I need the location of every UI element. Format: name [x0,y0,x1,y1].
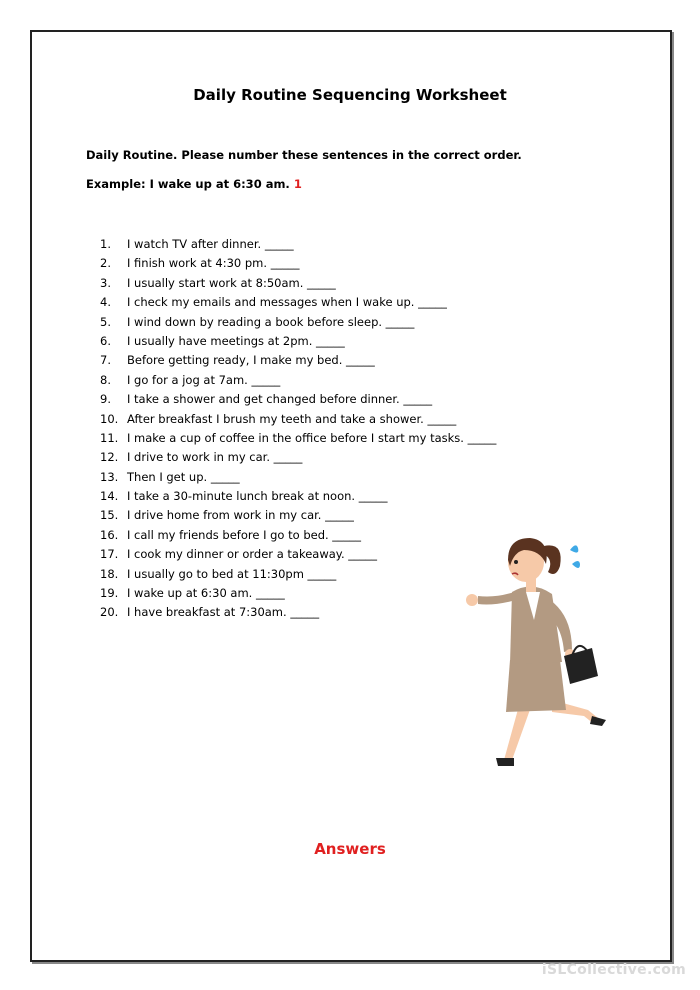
sentence-item [100,254,496,273]
sentence-item [100,371,496,390]
sentence-text: Before getting ready, I make my bed. _____ [127,353,375,368]
example-line [86,177,302,191]
sentence-item [100,429,496,448]
sentence-item [100,410,496,429]
sentence-text: I watch TV after dinner. _____ [127,237,294,251]
sentence-text: I drive home from work in my car. _____ [127,508,354,523]
sentence-item [100,390,496,409]
sentence-text: I go for a jog at 7am. _____ [127,372,281,387]
sentence-item [100,545,496,564]
sentence-item [100,448,496,467]
sentence-text: I finish work at 4:30 pm. _____ [127,256,300,271]
sentence-text: I usually have meetings at 2pm. _____ [127,333,345,348]
sentence-item [100,332,496,351]
sentence-number: 16. [100,527,119,542]
sentence-number: 19. [100,586,119,601]
sentence-number: 17. [100,547,119,562]
sentence-number: 9. [100,392,111,407]
sentence-text: Then I get up. _____ [127,469,240,484]
sentence-number: 5. [100,314,111,329]
sentence-text: I usually start work at 8:50am. _____ [127,275,336,290]
sentence-number: 11. [100,430,119,445]
sentence-text: I cook my dinner or order a takeaway. _____ [127,547,378,562]
watermark: iSLCollective.com [541,962,686,978]
sweat-drop-icon [572,561,580,568]
sentence-number: 15. [100,508,119,523]
sentence-item [100,351,496,370]
sentence-number: 2. [100,256,111,271]
instructions-text: Daily Routine. Please number these sentences in the correct order. [86,148,522,162]
sentence-item [100,313,496,332]
sentence-item [100,526,496,545]
sentence-text: I have breakfast at 7:30am. _____ [127,605,320,620]
sentence-text: I check my emails and messages when I wake up. _____ [127,295,447,310]
answers-heading: Answers [314,840,386,858]
sentence-item [100,468,496,487]
sentence-text: After breakfast I brush my teeth and take a shower. _____ [127,411,457,426]
sentence-item [100,584,496,603]
sentence-number: 6. [100,333,111,348]
sentence-item [100,487,496,506]
sentence-text: I wind down by reading a book before sleep. _____ [127,314,415,329]
sentence-number: 1. [100,237,111,251]
sentence-number: 3. [100,275,111,290]
sentence-item [100,235,496,254]
worksheet-title: Daily Routine Sequencing Worksheet [193,86,507,104]
sentence-text: I take a 30-minute lunch break at noon. _____ [127,489,388,504]
sentence-number: 14. [100,489,119,504]
sentence-number: 20. [100,605,119,620]
running-businesswoman-icon [460,520,620,780]
example-text: Example: I wake up at 6:30 am. [86,177,290,191]
sentence-text: I drive to work in my car. _____ [127,450,303,465]
sweat-drop-icon [570,545,578,552]
example-answer: 1 [293,177,302,191]
sentence-number: 4. [100,295,111,310]
sentence-item [100,603,496,622]
sentence-number: 7. [100,353,111,368]
sentence-number: 8. [100,372,111,387]
sentence-text: I wake up at 6:30 am. _____ [127,586,285,601]
sentence-text: I make a cup of coffee in the office before I start my tasks. _____ [127,430,497,445]
sentence-text: I take a shower and get changed before dinner. _____ [127,392,433,407]
sentence-number: 13. [100,469,119,484]
sentence-text: I call my friends before I go to bed. _____ [127,527,362,542]
sentence-number: 18. [100,566,119,581]
sentence-text: I usually go to bed at 11:30pm _____ [127,566,337,581]
sentence-item [100,565,496,584]
sentence-item [100,506,496,525]
sentence-item [100,293,496,312]
sentence-item [100,274,496,293]
sentence-number: 10. [100,411,119,426]
sentence-list [100,235,496,623]
sentence-number: 12. [100,450,119,465]
